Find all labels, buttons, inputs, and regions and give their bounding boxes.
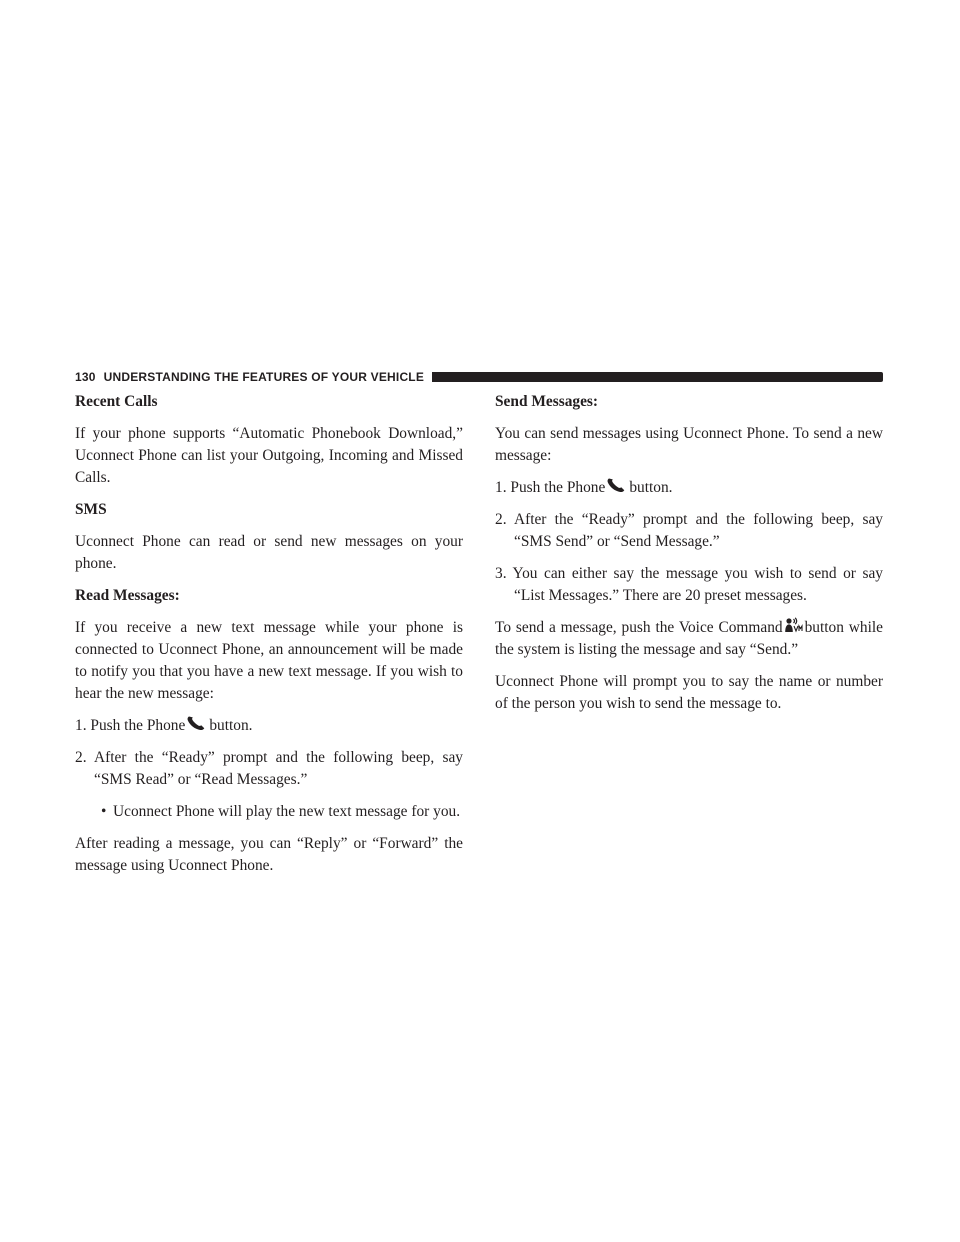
- page-number: 130: [75, 370, 96, 384]
- read-bullet-1: [101, 801, 463, 823]
- send-step-3: 3. You can either say the message you wish to send or say “List Messages.” There are 20 preset messages.: [495, 565, 883, 604]
- right-column: [495, 391, 883, 725]
- bullet-mark: •: [101, 803, 107, 820]
- read-step-1: [75, 715, 463, 737]
- phone-icon: [606, 477, 628, 493]
- voice-command-icon: [784, 617, 804, 633]
- send-messages-paragraph: You can send messages using Uconnect Phone. To send a new message:: [495, 425, 883, 464]
- header-rule: [432, 372, 883, 382]
- section-title: UNDERSTANDING THE FEATURES OF YOUR VEHICLE: [103, 370, 425, 384]
- recent-calls-heading: Recent Calls: [75, 393, 158, 410]
- read-step-1-suffix: button.: [209, 717, 253, 734]
- read-step-2: 2. After the “Ready” prompt and the following beep, say “SMS Read” or “Read Messages.”: [75, 749, 463, 788]
- voice-command-paragraph: [495, 617, 883, 661]
- send-step-2: 2. After the “Ready” prompt and the following beep, say “SMS Send” or “Send Message.”: [495, 511, 883, 550]
- left-column: [75, 391, 463, 887]
- sms-heading: SMS: [75, 501, 107, 518]
- read-messages-heading: Read Messages:: [75, 587, 180, 604]
- prompt-paragraph: Uconnect Phone will prompt you to say the name or number of the person you wish to send the message to.: [495, 673, 883, 712]
- phone-icon: [186, 715, 208, 731]
- read-step-1-prefix: 1. Push the Phone: [75, 717, 186, 734]
- send-step-1-suffix: button.: [629, 479, 673, 496]
- sms-paragraph: Uconnect Phone can read or send new messages on your phone.: [75, 533, 463, 572]
- send-step-1: [495, 477, 883, 499]
- send-step-1-prefix: 1. Push the Phone: [495, 479, 606, 496]
- voice-command-suffix: button while the system is listing the message and say “Send.”: [495, 619, 884, 658]
- read-bullet-1-text: Uconnect Phone will play the new text message for you.: [113, 803, 461, 820]
- page-header: [75, 369, 883, 385]
- send-messages-heading: Send Messages:: [495, 393, 599, 410]
- recent-calls-paragraph: If your phone supports “Automatic Phonebook Download,” Uconnect Phone can list your Outgoing, Incoming and Missed Calls.: [75, 425, 463, 486]
- after-reading-paragraph: After reading a message, you can “Reply” or “Forward” the message using Uconnect Phone.: [75, 835, 463, 874]
- read-messages-paragraph: If you receive a new text message while your phone is connected to Uconnect Phone, an announcement will be made to notify you that you have a new text message. If you wish to hear the new message:: [75, 619, 463, 702]
- voice-command-prefix: To send a message, push the Voice Command: [495, 619, 783, 636]
